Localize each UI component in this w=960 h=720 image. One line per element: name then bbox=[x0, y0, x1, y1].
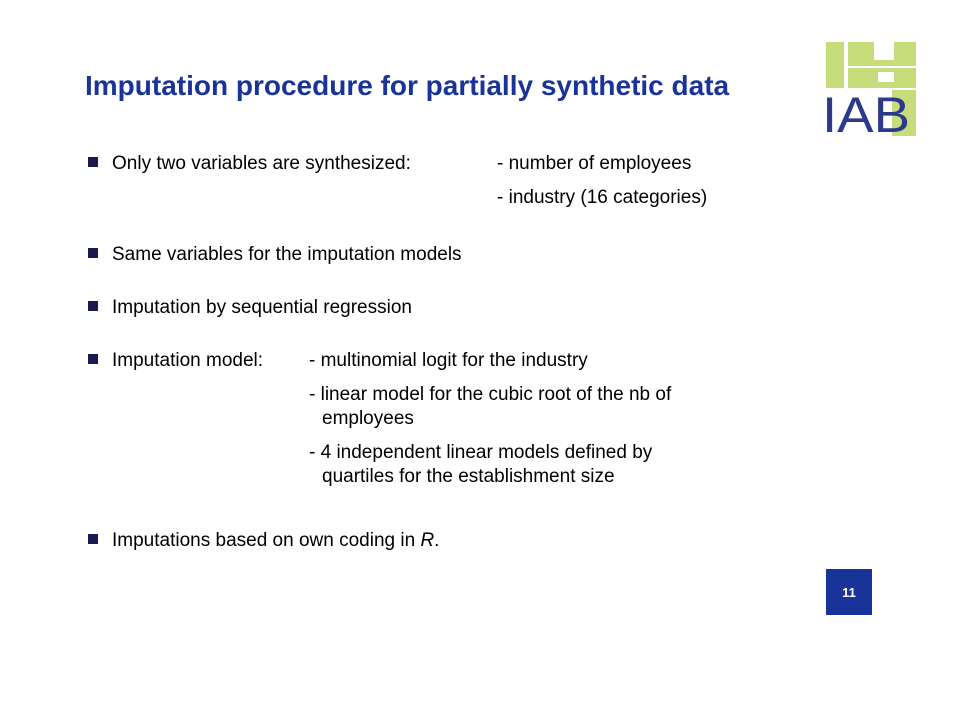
bullet-5-lead bbox=[112, 529, 439, 553]
bullet-marker bbox=[88, 248, 98, 258]
bullet-marker bbox=[88, 534, 98, 544]
bullet-5-period: . bbox=[434, 530, 440, 551]
bullet-4-item-1: - multinomial logit for the industry bbox=[309, 350, 588, 371]
bullet-2-lead: Same variables for the imputation models bbox=[112, 244, 462, 265]
r-language-name: R bbox=[420, 530, 435, 551]
iab-logo bbox=[820, 42, 916, 136]
bullet-1-lead: Only two variables are synthesized: bbox=[112, 153, 411, 174]
bullet-marker bbox=[88, 301, 98, 311]
bullet-4-item-2: - linear model for the cubic root of the nb of bbox=[309, 384, 672, 405]
logo-text: IAB bbox=[822, 87, 910, 136]
bullet-4-item-3: - 4 independent linear models defined by bbox=[309, 442, 653, 463]
bullet-4-item-2-cont: employees bbox=[322, 408, 414, 429]
bullet-5-text: Imputations based on own coding in bbox=[112, 530, 421, 551]
bullet-marker bbox=[88, 354, 98, 364]
bullet-3-lead: Imputation by sequential regression bbox=[112, 297, 412, 318]
bullet-4-item-3-cont: quartiles for the establishment size bbox=[322, 466, 615, 487]
page-number: 11 bbox=[826, 569, 872, 615]
bullet-1-item-2: - industry (16 categories) bbox=[497, 187, 708, 208]
bullet-marker bbox=[88, 157, 98, 167]
bullet-1-item-1: - number of employees bbox=[497, 153, 692, 174]
bullet-4-lead: Imputation model: bbox=[112, 350, 264, 371]
slide-title: Imputation procedure for partially synthetic data bbox=[85, 70, 730, 101]
